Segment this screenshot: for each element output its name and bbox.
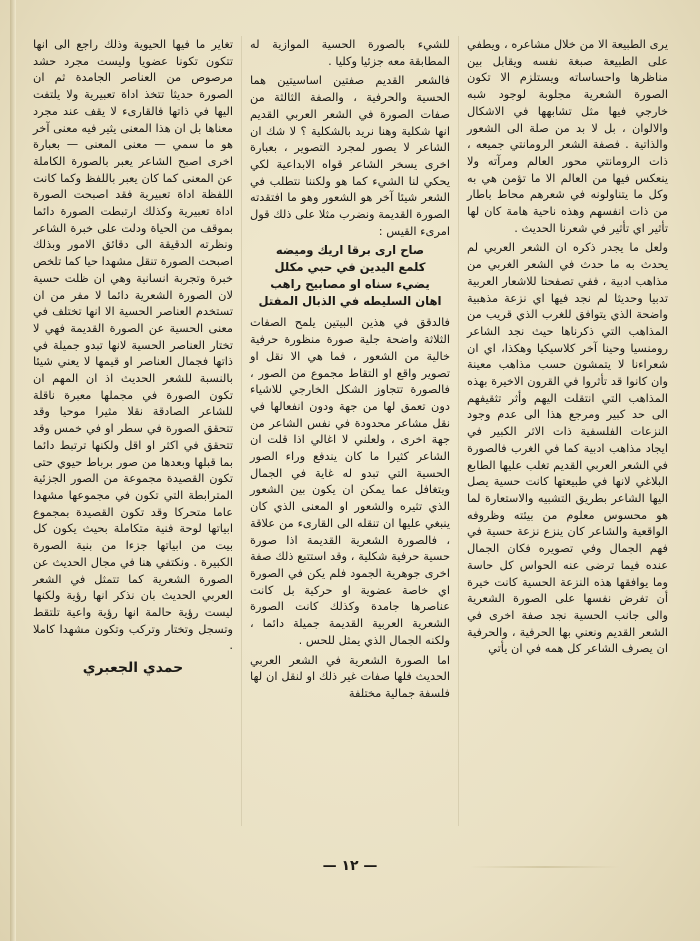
- article-column-1: [459, 36, 676, 826]
- verse-line: يضيء سناه او مصابيح راهب: [270, 277, 430, 292]
- col1-paragraph-1: يرى الطبيعة الا من خلال مشاعره ، ويطفي على الطبيعة صبغة نفسه ويقابل بين مناظرها واحساساته ويستلزم الا تكون الصورة الشعرية مجلوبة لوجود شبه خارجي فيها مثل تشابهها في الاشكال والالوان ، بل لا بد من صلة الى الشعور والذاتية . فصفة الشعر الرومانتي جميعه ، ذات الرومانتي محور العالم ومرآته ولا ينعكس فيها من العالم الا ما تؤمن هي به وكل ما يتناولونه في شعرهم محاط باطار من ذات انفسهم وهذه ناحية هامة كان لها تأثير اي تأثير في شعرنا الحديث .: [467, 37, 668, 235]
- verse-line: اهان السليطه في الذبال المفتل: [258, 294, 442, 309]
- verse-line: صاح ارى برقا اريك وميضه: [275, 243, 425, 258]
- verse-line: كلمع اليدين في حبي مكلل: [274, 260, 426, 275]
- col2-paragraph-1: للشيء بالصورة الحسية الموازية له المطابقة معه جزئيا وكليا .: [250, 37, 450, 68]
- col2-paragraph-2: فالشعر القديم صفتين اساسيتين هما الحسية والحرفية ، والصفة الثالثة من صفات الصورة في الشعر العربي القديم انها شكلية وهنا نريد بالشكلية ؟ لا شك ان الشاعر لا يصور لمجرد التصوير ، بعبارة اخرى يسخر الشاعر قواه الابداعية لكي يحكي لنا الشيء كما هو ولكننا نتطلب في الشعر شيئا آخر هو الشعور وهو ما افتقدته الصورة القديمة ونضرب مثلا على ذلك قول امرىء القيس :: [250, 73, 450, 238]
- poem-verse: [250, 242, 450, 310]
- col3-paragraph-1: تغاير ما فيها الحيوية وذلك راجع الى انها تتكون تكونا عضويا وليست مجرد حشد مرصوص من العناصر الجامدة ثم ان الصورة حديثا تتخذ اداة تعبيرية ولا يلتفت اليها في ذاتها فالقارىء لا يقف عند مجرد معناها بل ان هذا المعنى يثير فيه معنى آخر هو ما سمي — معنى المعنى — بعبارة اخرى اصبح الشاعر يعبر بالصورة الكاملة عن المعنى كما كان يعبر باللفظ وكما كانت اللفظة اداة تعبيرية فقد اصبحت الصورة اداة تعبيرية وكذلك ارتبطت الصورة دائما بموقف من الحياة ودلت على خبرة الشاعر ونظرته الدقيقة الى دقائق الامور وبذلك اصبحت الصورة تنقل مشهدا حيا كما تلخص خبرة وتجربة انسانية وهي ان ظلت حسية لان الصورة الشعرية دائما لا مفر من ان تستخدم العناصر الحسية الا انها تختلف في معنى الحسية عن الصورة القديمة فهي لا تختار العناصر الحسية لانها تبدو جميلة في ذاتها فجمال العناصر او قيمها لا يعني شيئا بالنسبة للشعر الحديث اذ ان المهم ان تكون الصورة في مجملها معبرة ناقلة للشاعر الصادقة نقلا مثيرا موحيا وقد تتحقق الصورة في سطر او في خمس وقد تتحقق في اكثر او اقل ولكنها ترتبط دائما بما قبلها وبعدها من صور برباط حيوي حتى تكون القصيدة مجموعة من الصور الجزئية المترابطة التي تكون في مجموعها مشهدا عاما متحركا وقد تكون القصيدة بمجموع ابياتها لوحة فنية متكاملة بحيث يكون كل بيت من ابياتها جزءا من بنية الصورة الكبيرة . ونكتفي هنا في مجال الحديث عن الصورة الشعرية كما تتمثل في الشعر العربي الحديث بان نذكر انها رؤية ولكنها ليست رؤية حالمة انها رؤية واعية تلتقط وتسجل وتختار وتركب وتكون مشهدا كاملا .: [33, 37, 233, 653]
- page-number: — ١٢ —: [322, 858, 378, 874]
- article-column-3: [25, 36, 242, 826]
- article-columns: [24, 36, 676, 826]
- page-fold-shadow: [10, 0, 16, 941]
- article-column-2: [242, 36, 459, 826]
- col1-paragraph-2: ولعل ما يجدر ذكره ان الشعر العربي لم يحدث به ما حدث في الشعر الغربي من مذاهب ادبية ، ففي تصفحنا للاشعار العربية تدبيا وحديثا لم نجد فيها اي نزعة مذهبية واضحة الذي يتوافق للغرب الذي قريب من المذاهب التي ذكرناها حيث نجد الشاعر رومنسيا وحينا آخر كلاسيكيا وهكذا، اي ان شعراءنا لا يتمشون حسب مذاهب معينة وان كانوا قد تأثروا في القرون الاخيرة بهذه المذاهب التي انتقلت اليهم وأثر تثقيفهم الى حد كبير ومرجع هذا الى عدم وجود النزعات الفلسفية ذات الاثر الكبير في ايجاد مذاهب ادبية كما في الغرب فالصورة في الشعر العربي القديم تغلب عليها الطابع البلاغي لانها في طبيعتها كانت حسية يصل اليها الشاعر بطريق التشبيه والاستعارة لما هو محسوس معلوم من بيئته وظروفه الواقعية والشاعر كان ينزع نزعة حسية في فهم الجمال وفي تصويره فكان الجمال عنده فيما ترضى عنه الحواس كل حاسة وما يوافقها هذه النزعة الحسية كانت خيرة أن تفرض نفسها على الصورة الشعرية والى جانب الحسية نجد صفة اخرى في الشعر القديم ونعني بها الحرفية ، والحرفية ان يصرف الشاعر كل همه في ان يأتي: [467, 240, 668, 656]
- bleed-through-mark: [470, 866, 620, 868]
- col2-paragraph-3: فالدقق في هذين البيتين يلمح الصفات الثلاثة واضحة جلية صورة منظورة حرفية خالية من الشعور ، فما هي الا نقل او تصوير واقع او التقاط مجموع من الصور ، فالصورة تتجاوز الشكل الخارجي للاشياء دون تعمق لها من جهة ودون انفعالها في نقل مشاعر محدودة في نفس الشاعر من جهة اخرى ، ولعلني لا اغالي اذا قلت ان الشاعر كثيرا ما كان يندفع وراء الصور الحسية التي تبدو له غاية في الجمال ويتغافل عما يمكن ان يكون بين الشعور الذي تثيره والشعور او المعنى الذي كان ينبغي عليها ان تنقله الى القارىء من علاقة ، فالصورة الشعرية القديمة اذا صورة حسية حرفية شكلية ، وقد استتبع ذلك صفة اخرى جوهرية الجمود فلم يكن في الصورة اي خاصة عضوية او حركية بل كانت عناصرها جامدة وكذلك كانت الصورة الشعرية العربية القديمة جميلة دائما ، ولكنه الجمال الذي يمثل للحس .: [250, 315, 450, 647]
- col2-paragraph-4: اما الصورة الشعرية في الشعر العربي الحديث فلها صفات غير ذلك او لنقل ان لها فلسفة جمالية مختلفة: [250, 652, 450, 700]
- author-signature: حمدي الجعبري: [82, 660, 184, 677]
